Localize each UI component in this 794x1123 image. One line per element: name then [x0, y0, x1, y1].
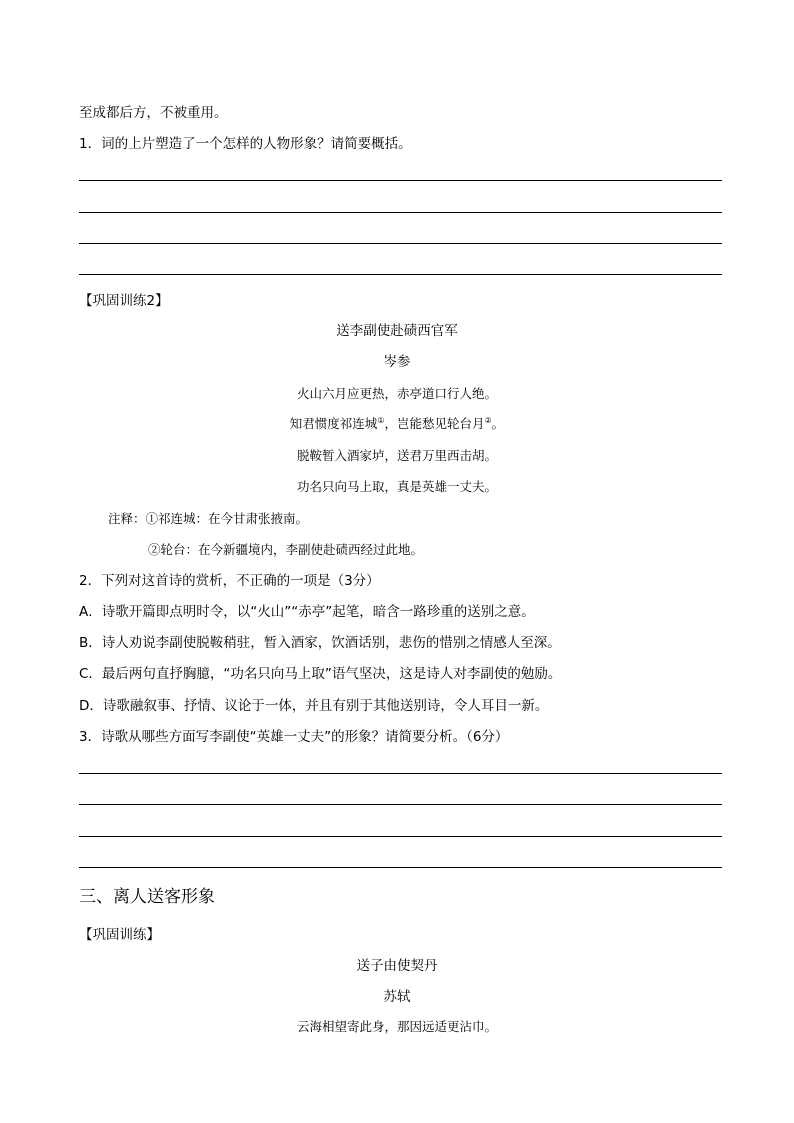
- poem-author: 岑参: [383, 354, 411, 370]
- poem-line: 功名只向马上取，真是英雄一丈夫。: [296, 479, 497, 494]
- option-c: C．最后两句直抒胸臆，“功名只向马上取”语气坚决，这是诗人对李副使的勉励。: [79, 666, 562, 682]
- poem-line: 火山六月应更热，赤亭道口行人绝。: [296, 386, 497, 401]
- footnote-1: ①祁连城：在今甘肃张掖南。: [145, 511, 309, 526]
- intro-tail-text: 至成都后方，不被重用。: [79, 105, 228, 121]
- answer-line: [79, 180, 722, 181]
- poem-line-part: 知君惯度祁连城: [289, 416, 378, 431]
- poem-title: 送子由使契丹: [356, 958, 438, 974]
- footnote-mark: ①: [377, 415, 385, 425]
- footnote-mark: ②: [484, 415, 492, 425]
- option-b: B．诗人劝说李副使脱鞍稍驻，暂入酒家，饮酒话别，悲伤的惜别之情感人至深。: [79, 635, 561, 651]
- poem-title: 送李副使赴碛西官军: [336, 323, 458, 339]
- answer-line: [79, 243, 722, 244]
- poem-author: 苏轼: [383, 989, 411, 1005]
- question-2: 2．下列对这首诗的赏析，不正确的一项是（3分）: [79, 573, 380, 589]
- section-label: 【巩固训练】: [79, 927, 160, 943]
- poem-line-part: ，岂能愁见轮台月: [384, 416, 485, 431]
- answer-line: [79, 274, 722, 275]
- answer-line: [79, 212, 722, 213]
- question-1: 1．词的上片塑造了一个怎样的人物形象？请简要概括。: [79, 136, 412, 152]
- footnote-label: 注释：: [108, 511, 146, 526]
- poem-line-part: 。: [491, 416, 505, 431]
- option-a: A．诗歌开篇即点明时令，以“火山”“赤亭”起笔，暗含一路珍重的送别之意。: [79, 604, 535, 620]
- poem-line: 云海相望寄此身，那因远适更沾巾。: [296, 1019, 497, 1034]
- option-d: D．诗歌融叙事、抒情、议论于一体，并且有别于其他送别诗，令人耳目一新。: [79, 698, 549, 714]
- answer-line: [79, 867, 722, 868]
- answer-line: [79, 804, 722, 805]
- answer-line: [79, 773, 722, 774]
- question-3: 3．诗歌从哪些方面写李副使“英雄一丈夫”的形象？请简要分析。（6分）: [79, 729, 509, 745]
- section-label: 【巩固训练2】: [79, 293, 169, 309]
- section-heading: 三、离人送客形象: [79, 887, 215, 907]
- poem-line: 脱鞍暂入酒家垆，送君万里西击胡。: [296, 448, 497, 463]
- footnote: [108, 510, 308, 528]
- footnote-2: ②轮台：在今新疆境内，李副使赴碛西经过此地。: [148, 542, 424, 557]
- answer-line: [79, 836, 722, 837]
- poem-line: [0, 415, 794, 433]
